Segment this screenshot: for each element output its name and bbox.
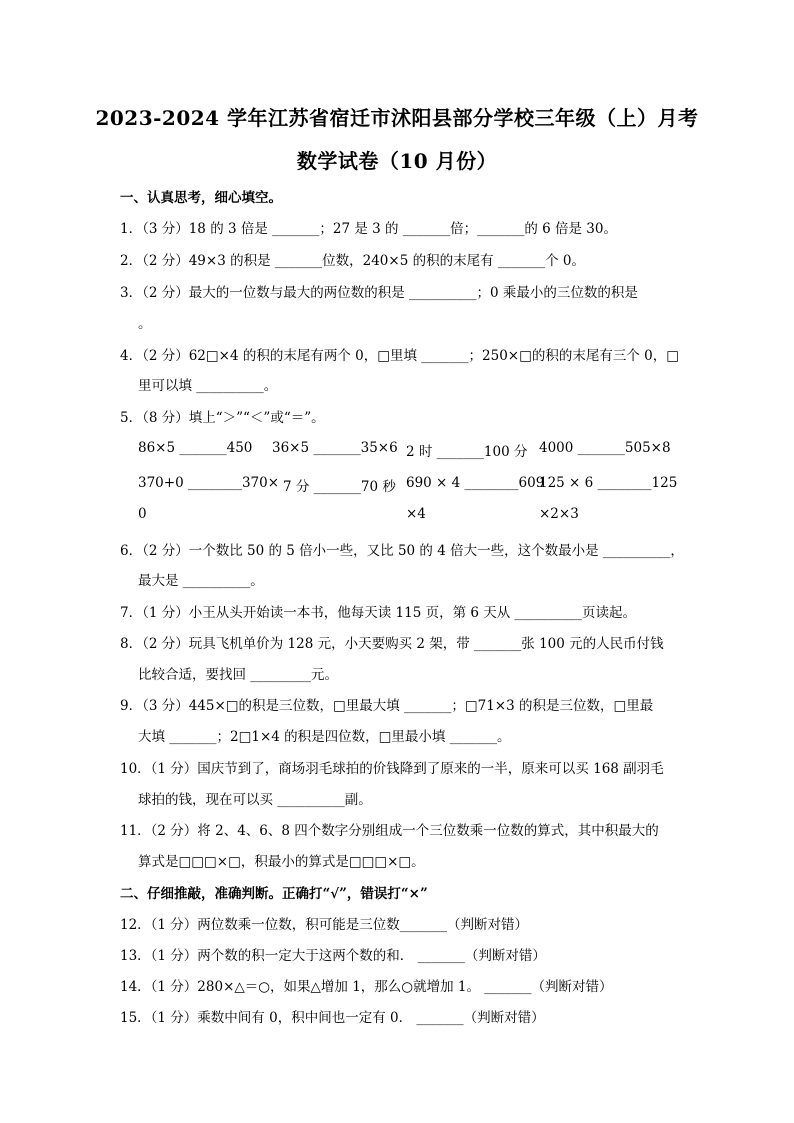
question-9: 9．（3 分）445×□的积是三位数，□里最大填 _______；□71×3 的积是三位数，□里最 [120, 698, 654, 714]
question-14: 14．（1 分）280×△＝○，如果△增加 1，那么○就增加 1。 _______（判断对错） [120, 979, 613, 995]
exam-title-line-2: 数学试卷（10 月份） [296, 149, 498, 173]
question-11: 11．（2 分）将 2、4、6、8 四个数字分别组成一个三位数乘一位数的算式，其中积最大的 [120, 823, 659, 839]
comparison-item: 125 × 6 ________125 [539, 475, 678, 491]
question-11-continued: 算式是□□□×□，积最小的算式是□□□×□。 [138, 854, 425, 870]
section-1-heading: 一、认真思考，细心填空。 [120, 190, 282, 206]
question-6-continued: 最大是 __________。 [138, 573, 264, 589]
question-12: 12．（1 分）两位数乘一位数，积可能是三位数_______（判断对错） [120, 917, 529, 933]
question-2: 2．（2 分）49×3 的积是 _______位数，240×5 的积的末尾有 _______个 0。 [120, 253, 586, 269]
comparison-item-wrap: ×4 [406, 506, 426, 522]
question-3: 3．（2 分）最大的一位数与最大的两位数的积是 __________；0 乘最小的三位数的积是 [120, 285, 638, 301]
comparison-item-wrap: ×2×3 [539, 506, 579, 522]
question-13: 13．（1 分）两个数的积一定大于这两个数的和． _______（判断对错） [120, 948, 546, 964]
question-10: 10．（1 分）国庆节到了，商场羽毛球拍的价钱降到了原来的一半，原来可以买 168 副羽毛 [120, 761, 664, 777]
question-7: 7．（1 分）小王从头开始读一本书，他每天读 115 页，第 6 天从 __________页读起。 [120, 605, 637, 621]
question-3-continued: 。 [138, 316, 152, 332]
exam-title-line-1: 2023-2024 学年江苏省宿迁市沭阳县部分学校三年级（上）月考 [95, 106, 699, 130]
question-8-continued: 比较合适，要找回 _________元。 [138, 667, 339, 683]
comparison-item: 36×5 _______35×6 [272, 440, 398, 456]
comparison-item: 370+0 ________370× [138, 475, 280, 491]
comparison-item: 7 分 _______70 秒 [283, 479, 396, 495]
comparison-item: 2 时 _______100 分 [406, 444, 528, 460]
question-4: 4．（2 分）62□×4 的积的末尾有两个 0，□里填 _______；250×□的积的末尾有三个 0，□ [120, 348, 679, 364]
section-2-heading: 二、仔细推敲，准确判断。正确打“√”，错误打“×” [120, 886, 428, 902]
question-15: 15．（1 分）乘数中间有 0，积中间也一定有 0． _______（判断对错） [120, 1010, 545, 1026]
comparison-item-wrap: 0 [138, 506, 147, 522]
comparison-item: 86×5 _______450 [138, 440, 253, 456]
question-1: 1．（3 分）18 的 3 倍是 _______；27 是 3 的 _______倍；_______的 6 倍是 30。 [120, 221, 617, 237]
question-4-continued: 里可以填 __________。 [138, 378, 278, 394]
comparison-item: 4000 _______505×8 [539, 440, 671, 456]
question-6: 6．（2 分）一个数比 50 的 5 倍小一些，又比 50 的 4 倍大一些，这个数最小是 __________， [120, 543, 684, 559]
question-5: 5．（8 分）填上“＞”“＜”或“＝”。 [120, 410, 325, 426]
comparison-item: 690 × 4 ________609 [406, 475, 545, 491]
question-10-continued: 球拍的钱，现在可以买 __________副。 [138, 792, 372, 808]
question-9-continued: 大填 _______；2□1×4 的积是四位数，□里最小填 _______。 [138, 729, 511, 745]
question-8: 8．（2 分）玩具飞机单价为 128 元，小天要购买 2 架，带 _______张 100 元的人民币付钱 [120, 636, 664, 652]
